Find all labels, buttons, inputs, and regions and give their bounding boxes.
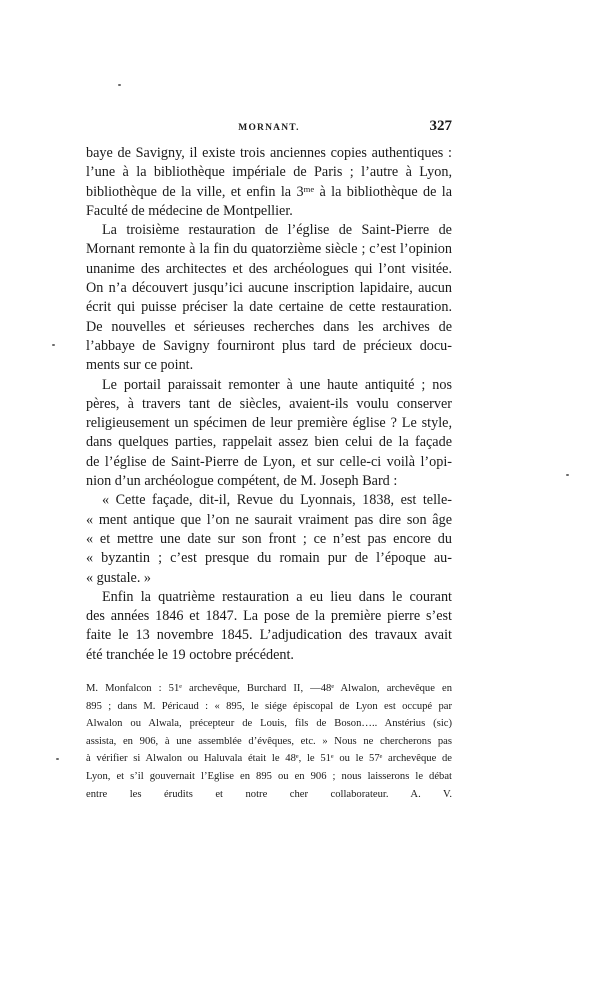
text-line: ments sur ce point. <box>86 357 194 374</box>
footnote-line: 895 ; dans M. Péricaud : « 895, le siége épiscopal de Lyon est occupé par <box>86 700 452 712</box>
footnote-line: à vérifier si Alwalon ou Haluvala était le 48ᵉ, le 51ᵉ ou le 57ᵉ archevêque de <box>86 753 452 765</box>
scan-speck <box>56 758 59 760</box>
scan-speck <box>52 344 55 346</box>
text-line: On n’a découvert jusqu’ici aucune inscription lapidaire, aucun <box>86 280 452 297</box>
text-line: « gustale. » <box>86 569 152 586</box>
footnote-line: Alwalon ou Alwala, précepteur de Louis, fils de Boson….. Anstérius (sic) <box>86 718 452 730</box>
body-text <box>86 144 452 665</box>
footnote-line: assista, en 906, à une assemblée d’évêques, etc. » Nous ne chercherons pas <box>86 735 452 747</box>
text-line: dans quelques parties, rappelait assez bien celui de la façade <box>86 434 452 451</box>
text-line: l’abbaye de Savigny fourniront plus tard de précieux docu- <box>86 337 452 354</box>
text-line: bibliothèque de la ville, et enfin la 3ᵐᵉ à la bibliothèque de la <box>86 183 452 200</box>
text-line: été tranchée le 19 octobre précédent. <box>86 646 294 663</box>
text-line: de l’église de Saint-Pierre de Lyon, et sur celle-ci voilà l’opi- <box>86 453 452 470</box>
text-line: des années 1846 et 1847. La pose de la première pierre s’est <box>86 608 452 625</box>
text-line: La troisième restauration de l’église de Saint-Pierre de <box>102 222 452 239</box>
running-title: MORNANT. <box>238 123 300 133</box>
text-line: Mornant remonte à la fin du quatorzième siècle ; c’est l’opinion <box>86 241 452 258</box>
text-line: écrit qui puisse préciser la date certaine de cette restauration. <box>86 299 452 316</box>
footnote-block <box>86 680 452 803</box>
text-line: l’une à la bibliothèque impériale de Paris ; l’autre à Lyon, <box>86 164 452 181</box>
text-line: « ment antique que l’on ne saurait vraiment pas dire son âge <box>86 511 452 528</box>
text-line: unanime des architectes et des archéologues qui l’ont visitée. <box>86 260 452 277</box>
footnote-line: entre les érudits et notre cher collaborateur. A. V. <box>86 788 452 800</box>
text-line: Faculté de médecine de Montpellier. <box>86 202 293 219</box>
footnote-line: Lyon, et s’il gouvernait l’Eglise en 895 ou en 906 ; nous laisserons le débat <box>86 770 452 782</box>
text-line: « Cette façade, dit-il, Revue du Lyonnais, 1838, est telle- <box>102 492 452 509</box>
text-line: nion d’un archéologue compétent, de M. Joseph Bard : <box>86 473 398 490</box>
text-line: « byzantin ; c’est presque du romain pur de l’époque au- <box>86 550 452 567</box>
text-line: Le portail paraissait remonter à une haute antiquité ; nos <box>102 376 452 393</box>
text-line: De nouvelles et sérieuses recherches dans les archives de <box>86 318 452 335</box>
scan-speck <box>118 84 121 86</box>
text-line: « et mettre une date sur son front ; ce n’est pas encore du <box>86 530 452 547</box>
scan-speck <box>566 474 569 476</box>
text-line: religieusement un spécimen de leur première église ? Le style, <box>86 415 452 432</box>
text-line: baye de Savigny, il existe trois anciennes copies authentiques : <box>86 145 452 161</box>
text-line: pères, à travers tant de siècles, avaient-ils voulu conserver <box>86 395 452 412</box>
text-line: faite le 13 novembre 1845. L’adjudication des travaux avait <box>86 627 452 644</box>
text-line: Enfin la quatrième restauration a eu lieu dans le courant <box>102 588 452 605</box>
page-number: 327 <box>429 118 452 134</box>
page-header <box>86 118 452 138</box>
footnote-line: M. Monfalcon : 51ᵉ archevêque, Burchard II, —48ᵉ Alwalon, archevêque en <box>86 683 452 694</box>
